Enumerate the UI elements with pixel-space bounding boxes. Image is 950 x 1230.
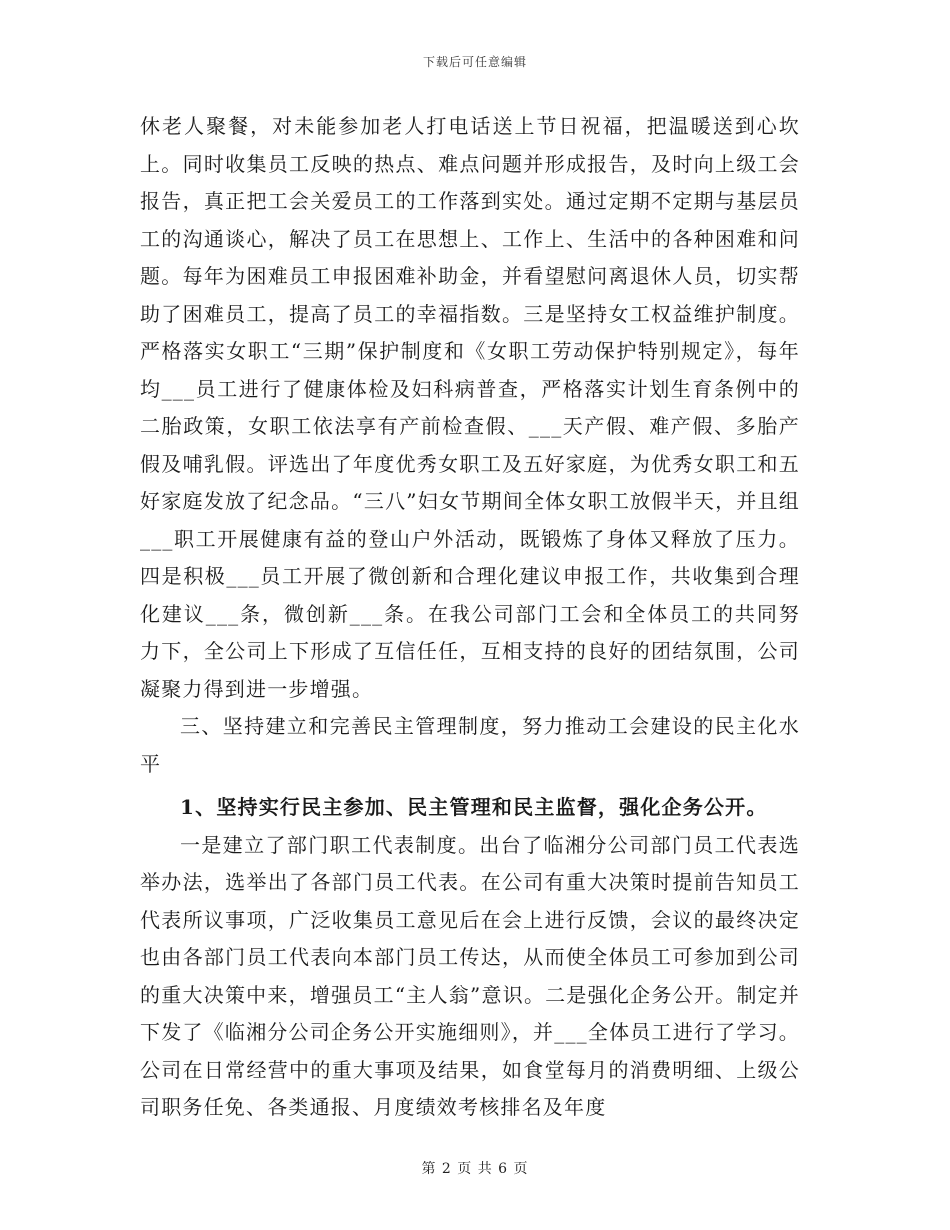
document-body: [140, 108, 800, 1127]
page-number: 第 2 页 共 6 页: [421, 1161, 529, 1177]
section-heading: 三、坚持建立和完善民主管理制度，努力推动工会建设的民主化水平: [140, 714, 800, 776]
page-header: 下载后可任意编辑: [422, 55, 527, 69]
subsection-heading: 1、坚持实行民主参加、民主管理和民主监督，强化企务公开。: [180, 795, 768, 819]
body-paragraph: 一是建立了部门职工代表制度。出台了临湘分公司部门员工代表选举办法，选举出了各部门员工代表。在公司有重大决策时提前告知员工代表所议事项，广泛收集员工意见后在会上进行反馈，会议的最终决定也由各部门员工代表向本部门员工传达，从而使全体员工可参加到公司的重大决策中来，增强员工“主人翁”意识。二是强化企务公开。制定并下发了《临湘分公司企务公开实施细则》，并___全体员工进行了学习。公司在日常经营中的重大事项及结果，如食堂每月的消费明细、上级公司职务任免、各类通报、月度绩效考核排名及年度: [140, 832, 800, 1119]
body-paragraph: 休老人聚餐，对未能参加老人打电话送上节日祝福，把温暖送到心坎上。同时收集员工反映的热点、难点问题并形成报告，及时向上级工会报告，真正把工会关爱员工的工作落到实处。通过定期不定期与基层员工的沟通谈心，解决了员工在思想上、工作上、生活中的各种困难和问题。每年为困难员工申报困难补助金，并看望慰问离退休人员，切实帮助了困难员工，提高了员工的幸福指数。三是坚持女工权益维护制度。严格落实女职工“三期”保护制度和《女职工劳动保护特别规定》，每年均___员工进行了健康体检及妇科病普查，严格落实计划生育条例中的二胎政策，女职工依法享有产前检查假、___天产假、难产假、多胎产假及哺乳假。评选出了年度优秀女职工及五好家庭，为优秀女职工和五好家庭发放了纪念品。“三八”妇女节期间全体女职工放假半天，并且组___职工开展健康有益的登山户外活动，既锻炼了身体又释放了压力。四是积极___员工开展了微创新和合理化建议申报工作，共收集到合理化建议___条，微创新___条。在我公司部门工会和全体员工的共同努力下，全公司上下形成了互信任任，互相支持的良好的团结氛围，公司凝聚力得到进一步增强。: [140, 114, 800, 701]
